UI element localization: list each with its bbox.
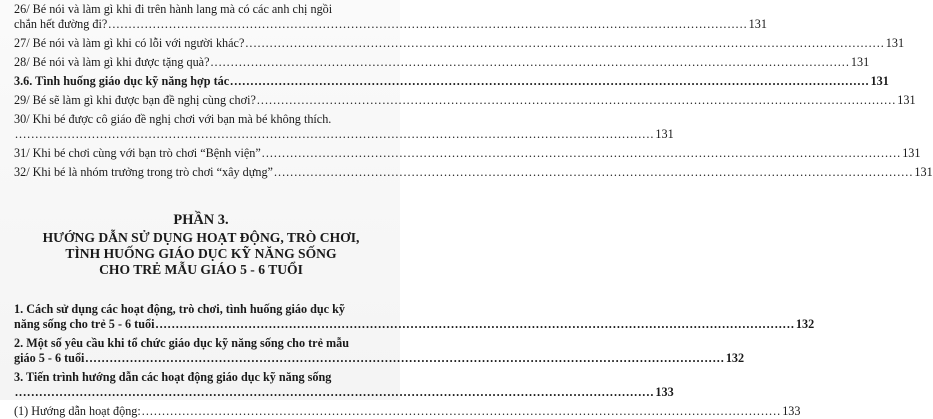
page-number: 131	[655, 127, 674, 141]
toc-entry-26-line1	[14, 2, 388, 17]
part-heading-line1: HƯỚNG DẪN SỬ DỤNG HOẠT ĐỘNG, TRÒ CHƠI,	[42, 230, 360, 245]
leader-dots	[85, 351, 724, 366]
leader-dots	[262, 146, 901, 161]
toc-item-3-line1	[14, 370, 388, 385]
page-number: 131	[902, 146, 921, 160]
toc-item-2-line2	[14, 351, 745, 366]
toc-item-3-1	[14, 404, 801, 419]
toc-item-1-line1	[14, 302, 388, 317]
page-number: 133	[655, 385, 674, 399]
leader-dots	[15, 385, 654, 400]
page-number: 132	[795, 317, 815, 331]
toc-entry-text: năng sống cho trẻ 5 - 6 tuổi	[14, 317, 155, 331]
page-number: 131	[897, 93, 916, 107]
toc-entry-29	[14, 93, 916, 108]
toc-item-2-line1	[14, 336, 388, 351]
toc-entry-text: 30/ Khi bé được cô giáo đề nghị chơi với bạn mà bé không thích.	[14, 112, 332, 126]
leader-dots	[108, 17, 747, 32]
leader-dots	[142, 404, 781, 419]
toc-entry-text: 29/ Bé sẽ làm gì khi được bạn đề nghị cùng chơi?	[14, 93, 256, 107]
toc-entry-26-line2	[14, 17, 767, 32]
toc-entry-32	[14, 165, 933, 180]
toc-entry-text: chắn hết đường đi?	[14, 17, 108, 31]
toc-entry-text: 2. Một số yêu cầu khi tổ chức giáo dục kỹ năng sống cho trẻ mẫu	[14, 336, 350, 350]
toc-entry-text: 26/ Bé nói và làm gì khi đi trên hành lang mà có các anh chị ngồi	[14, 2, 333, 16]
leader-dots	[257, 93, 896, 108]
page-number: 131	[914, 165, 933, 179]
toc-item-3-line2	[14, 385, 674, 400]
toc-entry-text: (1) Hướng dẫn hoạt động:	[14, 404, 141, 418]
toc-entry-text: 3. Tiến trình hướng dẫn các hoạt động giáo dục kỹ năng sống	[14, 370, 332, 384]
toc-entry-text: 28/ Bé nói và làm gì khi được tặng quà?	[14, 55, 210, 69]
toc-entry-27	[14, 36, 905, 51]
toc-entry-text: 1. Cách sử dụng các hoạt động, trò chơi, tình huống giáo dục kỹ	[14, 302, 346, 316]
page-number: 131	[748, 17, 767, 31]
toc-entry-28	[14, 55, 870, 70]
page-number: 131	[850, 55, 870, 69]
toc-entry-text: 31/ Khi bé chơi cùng với bạn trò chơi “Bệnh viện”	[14, 146, 261, 160]
toc-entry-text: 27/ Bé nói và làm gì khi có lỗi với người khác?	[14, 36, 245, 50]
part-heading-line3: CHO TRẺ MẪU GIÁO 5 - 6 TUỔI	[99, 262, 303, 277]
leader-dots	[245, 36, 884, 51]
toc-entry-text: 32/ Khi bé là nhóm trưởng trong trò chơi “xây dựng”	[14, 165, 273, 179]
page-number: 132	[725, 351, 745, 365]
leader-dots	[156, 317, 795, 332]
page-number: 133	[782, 404, 801, 418]
page-number: 131	[870, 74, 889, 88]
leader-dots	[274, 165, 913, 180]
toc-entry-30-line1	[14, 112, 388, 127]
table-of-contents	[14, 2, 933, 419]
page-number: 131	[885, 36, 905, 50]
part-title: PHẦN 3.	[173, 212, 229, 228]
leader-dots	[210, 55, 849, 70]
part-heading-line2: TÌNH HUỐNG GIÁO DỤC KỸ NĂNG SỐNG	[65, 246, 337, 261]
toc-section-3-6	[14, 74, 889, 89]
toc-item-1-line2	[14, 317, 815, 332]
toc-entry-30-line2	[14, 127, 674, 142]
leader-dots	[230, 74, 869, 89]
toc-entry-text: 3.6. Tình huống giáo dục kỹ năng hợp tác	[14, 74, 230, 88]
toc-entry-31	[14, 146, 921, 161]
toc-entry-text: giáo 5 - 6 tuổi	[14, 351, 85, 365]
leader-dots	[15, 127, 654, 142]
